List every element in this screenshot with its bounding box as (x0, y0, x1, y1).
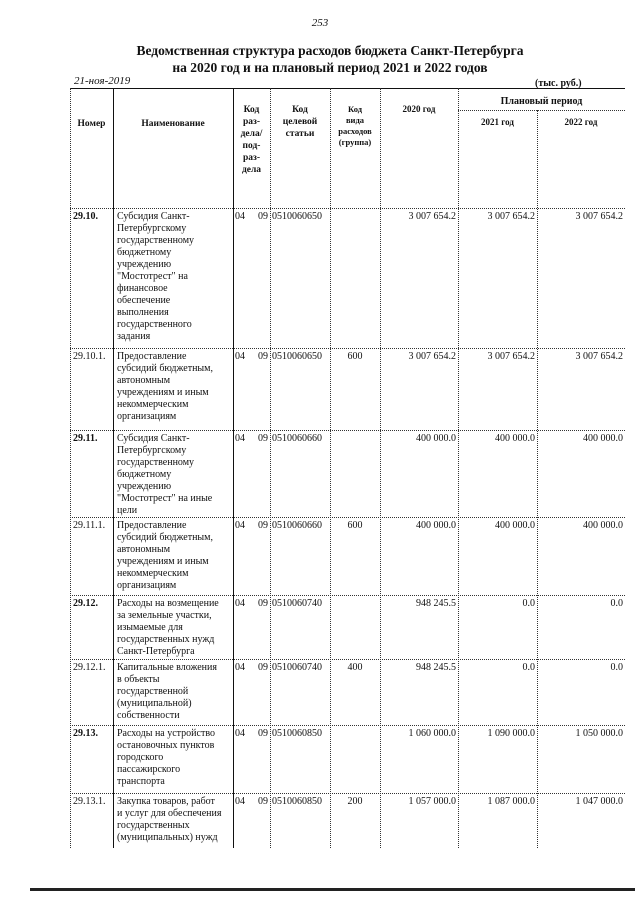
target-article-code: 0510060850 (272, 796, 322, 807)
col-line (330, 88, 331, 848)
target-article-code: 0510060740 (272, 662, 322, 673)
value-2021: 400 000.0 (495, 433, 535, 444)
budget-table (70, 88, 625, 848)
header-section (233, 104, 270, 176)
value-2021: 3 007 654.2 (487, 351, 535, 362)
value-2021: 1 087 000.0 (487, 796, 535, 807)
header-number: Номер (77, 119, 106, 129)
target-article-code: 0510060660 (272, 520, 322, 531)
subsection-code: 09 (258, 598, 268, 609)
expense-type-code: 600 (347, 520, 363, 531)
row-separator (70, 793, 625, 794)
header-section-line: Код (243, 105, 260, 115)
document-title (60, 42, 600, 76)
value-2022: 3 007 654.2 (575, 351, 623, 362)
row-name-line: цели (117, 505, 138, 516)
value-2022: 3 007 654.2 (575, 211, 623, 222)
row-separator (70, 208, 625, 209)
row-name-line: Капитальные вложения (117, 662, 217, 673)
header-article (270, 104, 330, 140)
row-name-line: задания (117, 331, 151, 342)
title-line-2: на 2020 год и на плановый период 2021 и 2022 годов (172, 60, 488, 75)
row-name-line: субсидий бюджетным, (117, 532, 213, 543)
expense-type-code: 400 (347, 662, 363, 673)
row-name-line: организациям (117, 580, 177, 591)
header-2022: 2022 год (564, 117, 598, 127)
subsection-code: 09 (258, 351, 268, 362)
value-2021: 3 007 654.2 (487, 211, 535, 222)
row-name-line: субсидий бюджетным, (117, 363, 213, 374)
row-name-line: обеспечение (117, 295, 171, 306)
section-code: 04 (235, 662, 245, 673)
expense-type-code: 200 (347, 796, 363, 807)
section-code: 04 (235, 433, 245, 444)
row-name-line: остановочных пунктов (117, 740, 215, 751)
subsection-code: 09 (258, 728, 268, 739)
header-section-line: дела/ (240, 129, 263, 139)
row-separator (70, 517, 625, 518)
row-name-line: Расходы на устройство (117, 728, 215, 739)
page-number: 253 (311, 17, 329, 29)
header-section-line: дела (241, 165, 262, 175)
row-name-line: бюджетному (117, 469, 172, 480)
header-article-line: целевой (282, 117, 318, 127)
row-name-line: "Мостотрест" на (117, 271, 188, 282)
value-2020: 3 007 654.2 (408, 351, 456, 362)
section-code: 04 (235, 211, 245, 222)
subsection-code: 09 (258, 520, 268, 531)
row-name-line: (муниципальных) нужд (117, 832, 218, 843)
row-separator (70, 430, 625, 431)
row-name-line: государственной (117, 686, 189, 697)
subsection-code: 09 (258, 662, 268, 673)
row-name-line: за земельные участки, (117, 610, 212, 621)
row-name-line: Предоставление (117, 351, 187, 362)
row-name-line: Предоставление (117, 520, 187, 531)
row-number: 29.10. (73, 211, 98, 222)
header-section-line: под- (242, 141, 261, 151)
value-2022: 0.0 (610, 598, 623, 609)
value-2021: 1 090 000.0 (487, 728, 535, 739)
section-code: 04 (235, 520, 245, 531)
row-name-line: учреждению (117, 259, 172, 270)
header-name: Наименование (141, 119, 205, 129)
row-name-line: изымаемые для (117, 622, 183, 633)
header-section-line: раз- (242, 153, 260, 163)
target-article-code: 0510060650 (272, 351, 322, 362)
row-name-line: Санкт-Петербурга (117, 646, 195, 657)
subsection-code: 09 (258, 433, 268, 444)
col-line (70, 88, 71, 848)
header-2020: 2020 год (402, 104, 436, 114)
header-expense-line: Код (347, 104, 363, 114)
col-line (113, 88, 114, 848)
row-name-line: пассажирского (117, 764, 181, 775)
bottom-rule (30, 888, 635, 891)
row-name-line: Расходы на возмещение (117, 598, 219, 609)
row-name-line: "Мостотрест" на иные (117, 493, 213, 504)
row-name-line: учреждениям и иным (117, 556, 209, 567)
header-expense-line: расходов (338, 126, 372, 136)
value-2022: 1 047 000.0 (575, 796, 623, 807)
row-name-line: государственного (117, 319, 192, 330)
row-number: 29.10.1. (73, 351, 106, 362)
value-2021: 0.0 (522, 662, 535, 673)
row-number: 29.12.1. (73, 662, 106, 673)
subsection-code: 09 (258, 796, 268, 807)
header-2021: 2021 год (481, 117, 514, 127)
row-name-line: организациям (117, 411, 177, 422)
document-date: 21-ноя-2019 (74, 75, 131, 87)
row-name-line: финансовое (117, 283, 168, 294)
col-line (270, 88, 271, 848)
row-name-line: городского (117, 752, 164, 763)
header-expense-line: вида (345, 115, 365, 125)
section-code: 04 (235, 796, 245, 807)
row-name-line: Закупка товаров, работ (117, 796, 215, 807)
row-name-line: Субсидия Санкт- (117, 433, 190, 444)
row-name-line: транспорта (117, 776, 165, 787)
row-name-line: и услуг для обеспечения (117, 808, 222, 819)
planned-period-line (458, 110, 625, 111)
value-2020: 948 245.5 (416, 598, 456, 609)
row-name-line: (муниципальной) (117, 698, 192, 709)
row-name-line: бюджетному (117, 247, 172, 258)
value-2022: 400 000.0 (583, 520, 623, 531)
target-article-code: 0510060660 (272, 433, 322, 444)
title-line-1: Ведомственная структура расходов бюджета Санкт-Петербурга (136, 43, 524, 58)
header-article-line: Код (292, 105, 308, 115)
header-planned-period: Плановый период (500, 96, 583, 107)
target-article-code: 0510060740 (272, 598, 322, 609)
row-separator (70, 725, 625, 726)
value-2021: 400 000.0 (495, 520, 535, 531)
section-code: 04 (235, 728, 245, 739)
value-2020: 3 007 654.2 (408, 211, 456, 222)
row-number: 29.11.1. (73, 520, 106, 531)
row-name-line: Субсидия Санкт- (117, 211, 190, 222)
row-name-line: государственному (117, 457, 195, 468)
value-2020: 400 000.0 (416, 433, 456, 444)
subsection-code: 09 (258, 211, 268, 222)
value-2020: 400 000.0 (416, 520, 456, 531)
row-name-line: автономным (117, 544, 171, 555)
row-name-line: учреждениям и иным (117, 387, 209, 398)
row-name-line: автономным (117, 375, 171, 386)
section-code: 04 (235, 598, 245, 609)
target-article-code: 0510060650 (272, 211, 322, 222)
row-number: 29.13. (73, 728, 98, 739)
value-2020: 948 245.5 (416, 662, 456, 673)
row-separator (70, 348, 625, 349)
row-name-line: государственных нужд (117, 634, 215, 645)
expense-type-code: 600 (347, 351, 363, 362)
row-name-line: государственному (117, 235, 195, 246)
row-name-line: в объекты (117, 674, 160, 685)
row-name-line: государственных (117, 820, 190, 831)
header-expense-line: (группа) (338, 137, 372, 147)
row-name-line: Петербургскому (117, 445, 187, 456)
row-separator (70, 595, 625, 596)
section-code: 04 (235, 351, 245, 362)
row-number: 29.11. (73, 433, 98, 444)
row-name-line: некоммерческим (117, 399, 189, 410)
units-label: (тыс. руб.) (535, 78, 582, 89)
value-2021: 0.0 (522, 598, 535, 609)
value-2022: 400 000.0 (583, 433, 623, 444)
row-name-line: выполнения (117, 307, 169, 318)
row-separator (70, 659, 625, 660)
row-number: 29.13.1. (73, 796, 106, 807)
header-section-line: раз- (242, 117, 260, 127)
row-name-line: собственности (117, 710, 180, 721)
value-2020: 1 060 000.0 (408, 728, 456, 739)
header-expense-type (330, 104, 380, 148)
header-article-line: статьи (285, 129, 315, 139)
value-2022: 0.0 (610, 662, 623, 673)
row-number: 29.12. (73, 598, 98, 609)
row-name-line: некоммерческим (117, 568, 189, 579)
target-article-code: 0510060850 (272, 728, 322, 739)
value-2022: 1 050 000.0 (575, 728, 623, 739)
value-2020: 1 057 000.0 (408, 796, 456, 807)
row-name-line: учреждению (117, 481, 172, 492)
row-name-line: Петербургскому (117, 223, 187, 234)
